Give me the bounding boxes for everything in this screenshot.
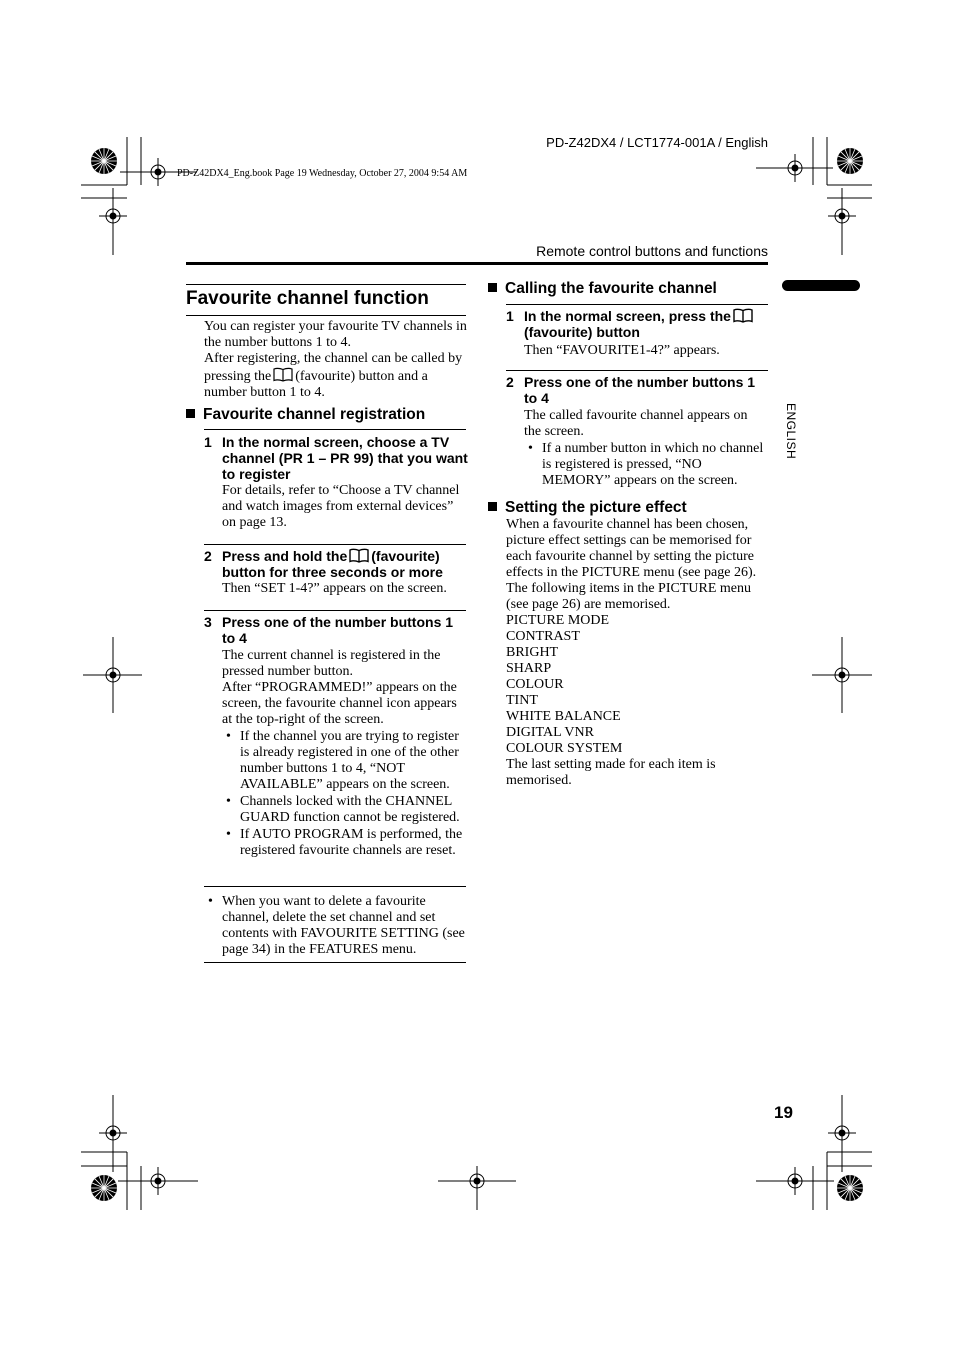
picture-item: COLOUR SYSTEM <box>506 741 623 756</box>
picture-item: DIGITAL VNR <box>506 725 594 740</box>
registration-heading <box>186 406 425 424</box>
step-rule <box>506 370 768 371</box>
picture-effect-paragraph: The following items in the PICTURE menu (see page 26) are memorised. <box>506 581 751 612</box>
step-heading <box>204 614 469 646</box>
step-body <box>524 408 768 489</box>
bullet-text: Channels locked with the CHANNEL GUARD function cannot be registered. <box>240 794 460 825</box>
step-number: 3 <box>204 614 212 630</box>
bullet-item <box>222 794 469 826</box>
book-info: PD-Z42DX4_Eng.book Page 19 Wednesday, October 27, 2004 9:54 AM <box>177 168 468 179</box>
language-tab: ENGLISH <box>784 403 798 460</box>
intro-text-part: (favourite) button and a number button 1 to 4. <box>204 369 428 400</box>
step-rule <box>204 429 466 430</box>
step-heading <box>506 308 768 340</box>
picture-effect-heading <box>488 499 687 517</box>
step-body-paragraph: The called favourite channel appears on the screen. <box>524 408 748 439</box>
favourite-book-icon <box>273 367 293 382</box>
favourite-book-icon <box>733 308 753 323</box>
page-title: Favourite channel function <box>186 288 429 309</box>
step-number: 1 <box>204 434 212 450</box>
step-heading <box>506 374 768 406</box>
title-rule-top <box>186 284 466 285</box>
document-id: PD-Z42DX4 / LCT1774-001A / English <box>546 135 768 150</box>
intro-text <box>204 319 469 401</box>
step-heading-text: Press one of the number buttons 1 to 4 <box>222 614 454 646</box>
step-body: For details, refer to “Choose a TV channel and watch images from external devices” on page 13. <box>222 483 460 530</box>
calling-heading <box>488 280 717 298</box>
delete-note <box>204 893 466 958</box>
note-rule-bottom <box>204 962 466 963</box>
intro-paragraph: You can register your favourite TV channels in the number buttons 1 to 4. <box>204 319 467 350</box>
bullet-glyph: • <box>208 894 213 909</box>
step-heading-part: (favourite) button for three seconds or more <box>222 548 443 580</box>
calling-step-1 <box>506 308 768 359</box>
picture-item: WHITE BALANCE <box>506 709 621 724</box>
picture-effect-footer: The last setting made for each item is memorised. <box>506 757 716 788</box>
bullet-text: When you want to delete a favourite channel, delete the set channel and set contents with FAVOURITE SETTING (see page 34) in the FEATURES menu. <box>222 894 465 957</box>
bullet-glyph: • <box>226 827 231 842</box>
step-heading <box>204 434 469 482</box>
bullet-item <box>222 729 469 793</box>
step-body: Then “FAVOURITE1-4?” appears. <box>524 343 720 358</box>
picture-item: COLOUR <box>506 677 564 692</box>
bullet-text: If AUTO PROGRAM is performed, the registered favourite channels are reset. <box>240 827 463 858</box>
step-body-paragraph: The current channel is registered in the pressed number button. <box>222 648 441 679</box>
bullet-glyph: • <box>226 794 231 809</box>
bullet-item <box>524 441 768 489</box>
registration-heading-text: Favourite channel registration <box>203 406 426 423</box>
step-body: Then “SET 1-4?” appears on the screen. <box>222 581 447 596</box>
header-rule <box>186 262 768 265</box>
picture-effect-paragraph: When a favourite channel has been chosen, picture effect settings can be memorised for each favourite channel by setting the picture effects in the PICTURE menu (see page 26). <box>506 517 757 580</box>
square-bullet-icon <box>488 283 497 292</box>
bullet-item <box>222 827 469 859</box>
step-number: 2 <box>204 548 212 564</box>
picture-item: SHARP <box>506 661 552 676</box>
intro-text-part: After registering, the channel can be called by pressing the <box>204 351 463 384</box>
title-rule-bottom <box>186 315 466 316</box>
step-heading-part: In the normal screen, press the <box>524 308 731 324</box>
step-number: 1 <box>506 308 514 324</box>
step-body <box>222 648 469 859</box>
picture-item: TINT <box>506 693 538 708</box>
step-heading-part: Press and hold the <box>222 548 348 564</box>
step-heading <box>204 548 469 580</box>
picture-effect-body <box>506 517 770 789</box>
registration-step-1 <box>204 434 469 531</box>
step-heading-text <box>222 548 469 580</box>
favourite-book-icon <box>349 548 369 563</box>
calling-heading-text: Calling the favourite channel <box>505 280 717 297</box>
bullet-text: If a number button in which no channel is registered is pressed, “NO MEMORY” appears on the screen. <box>542 441 764 488</box>
intro-paragraph <box>204 351 469 401</box>
registration-step-2 <box>204 548 469 597</box>
step-heading-part: (favourite) button <box>524 324 640 340</box>
bullet-glyph: • <box>226 729 231 744</box>
side-tab-marker <box>782 280 860 291</box>
step-rule <box>204 544 466 545</box>
step-heading-text: In the normal screen, choose a TV channel (PR 1 – PR 99) that you want to register <box>222 434 468 482</box>
step-body-paragraph: After “PROGRAMMED!” appears on the screen, the favourite channel icon appears at the top-right of the screen. <box>222 680 457 727</box>
page-number: 19 <box>774 1103 793 1122</box>
step-number: 2 <box>506 374 514 390</box>
registration-step-3 <box>204 614 469 859</box>
step-rule <box>204 610 466 611</box>
step-rule <box>506 304 768 305</box>
bullet-item <box>204 894 466 958</box>
note-rule-top <box>204 886 466 887</box>
picture-item: CONTRAST <box>506 629 580 644</box>
section-header: Remote control buttons and functions <box>536 243 768 259</box>
bullet-text: If the channel you are trying to register is already registered in one of the other number buttons 1 to 4, “NOT AVAILABLE” appears on the screen. <box>240 729 459 792</box>
square-bullet-icon <box>488 502 497 511</box>
calling-step-2 <box>506 374 768 489</box>
picture-item: BRIGHT <box>506 645 559 660</box>
step-heading-text <box>524 308 768 340</box>
bullet-glyph: • <box>528 441 533 456</box>
picture-effect-heading-text: Setting the picture effect <box>505 499 687 516</box>
picture-item: PICTURE MODE <box>506 613 610 628</box>
step-heading-text: Press one of the number buttons 1 to 4 <box>524 374 756 406</box>
square-bullet-icon <box>186 409 195 418</box>
